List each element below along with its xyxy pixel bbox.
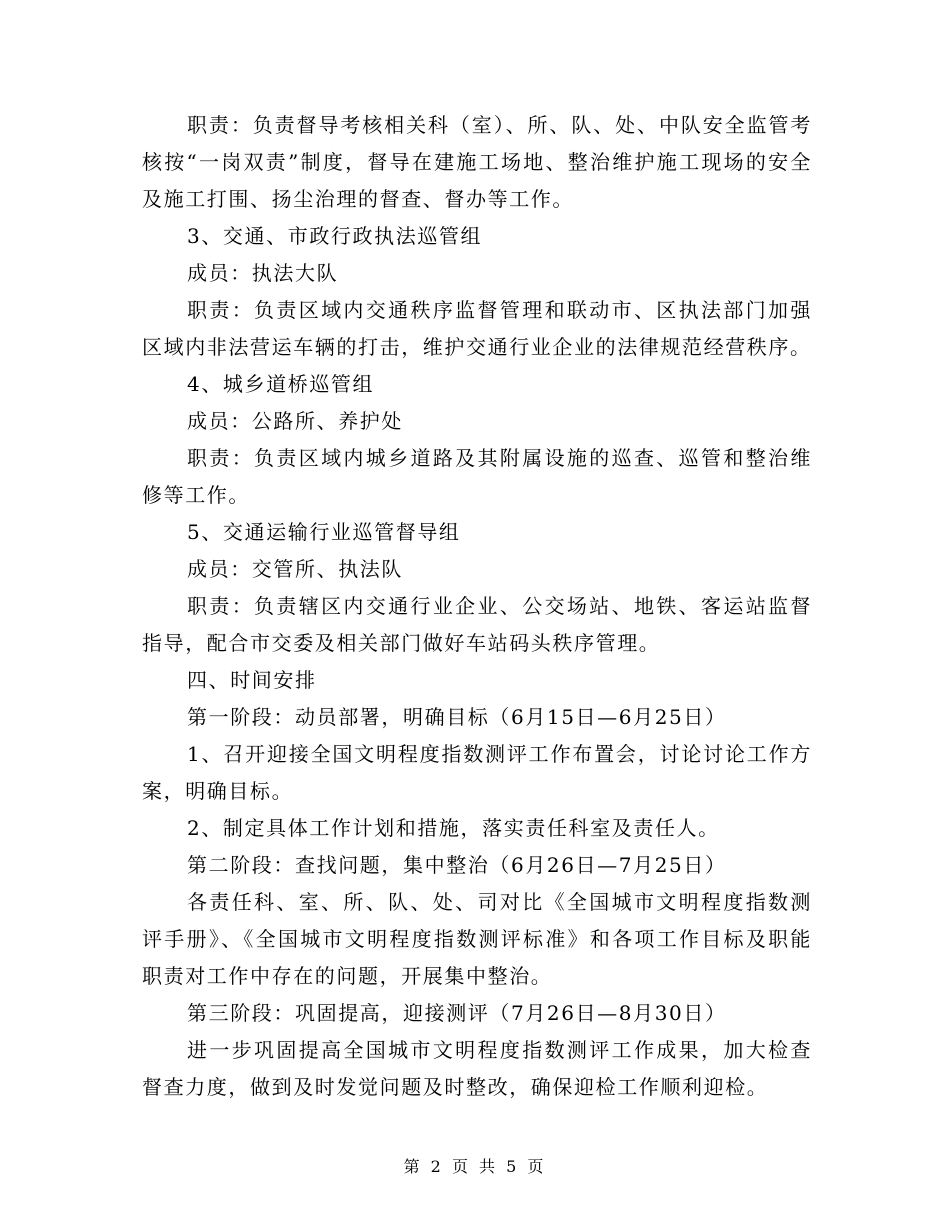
- document-body: [142, 107, 812, 1106]
- heading-road-bridge-group: 4、城乡道桥巡管组: [187, 372, 375, 396]
- section-heading-schedule: 四、时间安排: [187, 668, 317, 692]
- paragraph-duty-traffic: 职责：负责区域内交通秩序监督管理和联动市、区执法部门加强区域内非法营运车辆的打击，维护交通行业企业的法律规范经营秩序。: [142, 298, 812, 359]
- phase-three-heading: 第三阶段：巩固提高，迎接测评（7月26日—8月30日）: [187, 1001, 727, 1025]
- paragraph-members-transport: 成员：交管所、执法队: [187, 557, 403, 581]
- heading-transport-industry-group: 5、交通运输行业巡管督导组: [187, 520, 461, 544]
- phase-one-item-2: 2、制定具体工作计划和措施，落实责任科室及责任人。: [187, 816, 720, 840]
- page-number-footer: 第 2 页 共 5 页: [403, 1157, 547, 1176]
- paragraph-members-road: 成员：公路所、养护处: [187, 409, 403, 433]
- phase-three-body: 进一步巩固提高全国城市文明程度指数测评工作成果，加大检查督查力度，做到及时发觉问题及时整改，确保迎检工作顺利迎检。: [142, 1038, 812, 1099]
- paragraph-duty-transport: 职责：负责辖区内交通行业企业、公交场站、地铁、客运站监督指导，配合市交委及相关部门做好车站码头秩序管理。: [142, 594, 812, 655]
- paragraph-duty-road: 职责：负责区域内城乡道路及其附属设施的巡查、巡管和整治维修等工作。: [142, 446, 812, 507]
- phase-one-item-1: 1、召开迎接全国文明程度指数测评工作布置会，讨论讨论工作方案，明确目标。: [142, 742, 812, 803]
- phase-two-body: 各责任科、室、所、队、处、司对比《全国城市文明程度指数测评手册》、《全国城市文明程度指数测评标准》和各项工作目标及职能职责对工作中存在的问题，开展集中整治。: [142, 890, 812, 988]
- phase-two-heading: 第二阶段：查找问题，集中整治（6月26日—7月25日）: [187, 853, 727, 877]
- paragraph-members-enforcement: 成员：执法大队: [187, 261, 339, 285]
- paragraph-duty-supervision: 职责：负责督导考核相关科（室）、所、队、处、中队安全监管考核按“一岗双责”制度，督导在建施工场地、整治维护施工现场的安全及施工打围、扬尘治理的督查、督办等工作。: [142, 113, 812, 211]
- heading-traffic-enforcement-group: 3、交通、市政行政执法巡管组: [187, 224, 483, 248]
- phase-one-heading: 第一阶段：动员部署，明确目标（6月15日—6月25日）: [187, 705, 727, 729]
